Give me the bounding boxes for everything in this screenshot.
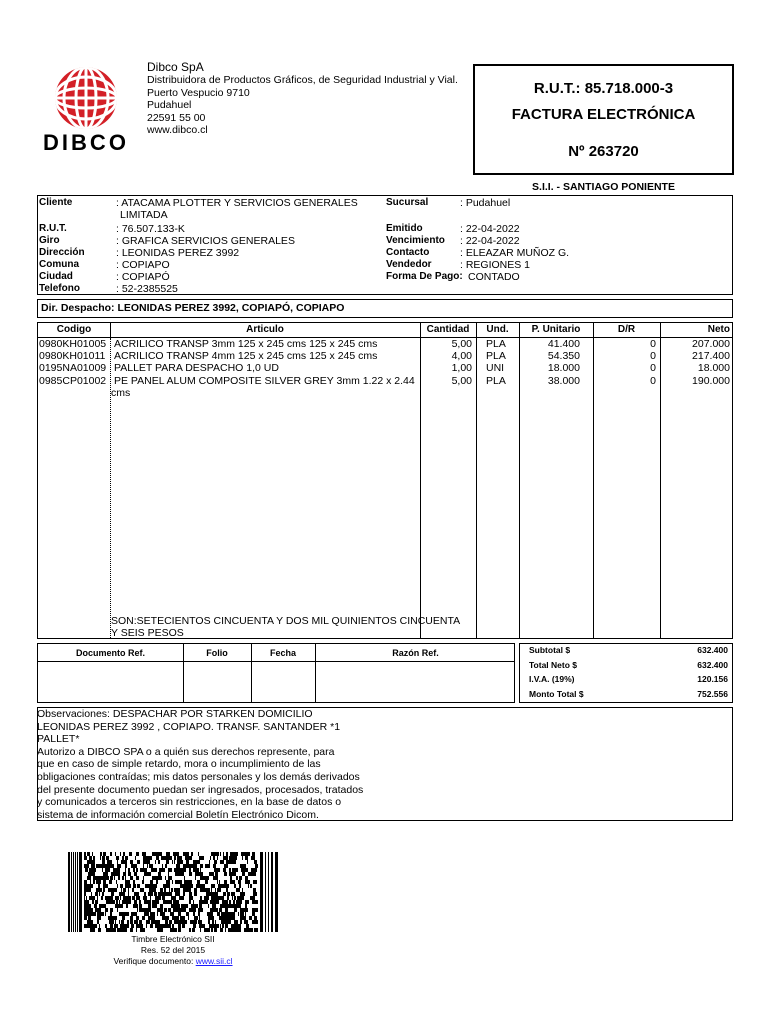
issuer-rut: R.U.T.: 85.718.000-3 [533,80,674,97]
ref-col-razon: Razón Ref. [392,648,439,658]
label-emitido: Emitido [386,223,423,234]
logo-wordmark: DIBCO [43,130,129,152]
despacho-box [37,299,733,318]
obs-line: sistema de información comercial Boletín Electrónico Dicom. [37,808,319,821]
table-row-codigo: 0980KH01011 [39,350,106,362]
timbre-text [68,934,278,967]
col-articulo: Articulo [246,324,284,335]
table-row-und: PLA [486,338,506,350]
client-direccion: : LEONIDAS PEREZ 3992 [116,247,240,259]
timbre-line3 [68,956,278,967]
table-row-punit: 54.350 [547,350,580,362]
obs-line: del presente documento puedan ser ingresados, procesados, tratados [37,783,364,796]
table-row-punit: 18.000 [547,362,580,374]
timbre-barcode [68,852,278,932]
timbre-prefix: Verifique documento: [113,956,196,966]
table-row-codigo: 0195NA01009 [39,362,107,374]
document-type: FACTURA ELECTRÓNICA [511,106,696,123]
document-id-box [473,64,734,175]
label-giro: Giro [39,235,60,246]
total-label: Total Neto $ [529,660,578,670]
meta-forma-pago: CONTADO [468,271,520,283]
label-vendedor: Vendedor [386,259,432,270]
table-row-cantidad: 5,00 [451,338,472,350]
label-ciudad: Ciudad [39,271,73,282]
items-table [37,322,733,639]
table-row-dr: 0 [650,350,656,362]
client-telefono: : 52-2385525 [116,283,178,295]
amount-in-words: SON:SETECIENTOS CINCUENTA Y DOS MIL QUINIENTOS CINCUENTA [111,615,461,627]
company-city: Pudahuel [147,99,192,111]
total-value: 632.400 [697,645,728,655]
table-row-punit: 41.400 [547,338,580,350]
table-row-und: UNI [486,362,505,374]
col-und: Und. [486,324,509,335]
client-box [37,195,733,295]
timbre-line2: Res. 52 del 2015 [140,945,206,955]
table-row-neto: 217.400 [692,350,730,362]
ref-col-doc: Documento Ref. [75,648,145,658]
table-row-articulo: ACRILICO TRANSP 3mm 125 x 245 cms 125 x 245 cms [114,338,378,350]
label-vencimiento: Vencimiento [386,235,445,246]
globe-icon [36,60,136,152]
obs-line: Observaciones: DESPACHAR POR STARKEN DOMICILIO [37,708,313,720]
col-dr: D/R [617,324,636,335]
obs-line: y comunicados a terceros sin restricciones, en la base de datos o [37,796,342,809]
obs-line: Autorizo a DIBCO SPA o a quién sus derechos represente, para [37,745,335,758]
label-rut: R.U.T. [39,223,67,234]
obs-line: obligaciones contraídas; mis datos personales y los demás derivados [37,770,360,783]
obs-line: LEONIDAS PEREZ 3992 , COPIAPO. TRANSF. SANTANDER *1 [37,720,341,733]
table-row-articulo-cont: cms [111,387,131,399]
company-name: Dibco SpA [147,60,204,74]
sii-link[interactable]: www.sii.cl [195,956,233,966]
totals-box [519,643,733,703]
ref-col-fecha: Fecha [269,648,296,658]
total-label: I.V.A. (19%) [529,674,575,684]
col-neto: Neto [707,324,730,335]
company-phone: 22591 55 00 [147,111,206,124]
table-row-codigo: 0980KH01005 [39,338,107,350]
client-comuna: : COPIAPO [116,259,170,271]
label-contacto: Contacto [386,247,430,258]
table-row-dr: 0 [650,375,656,387]
table-row-articulo: ACRILICO TRANSP 4mm 125 x 245 cms 125 x 245 cms [114,350,378,362]
total-label: Monto Total $ [529,689,584,699]
label-comuna: Comuna [39,259,79,270]
document-number: Nº 263720 [568,143,639,160]
client-name-2: LIMITADA [120,209,168,221]
table-row-und: PLA [486,350,506,362]
total-value: 752.556 [697,689,728,699]
col-punit: P. Unitario [531,324,581,335]
label-telefono: Telefono [39,283,80,294]
company-desc: Distribuidora de Productos Gráficos, de Seguridad Industrial y Vial. [147,74,458,86]
reference-table [37,643,515,703]
obs-line: PALLET* [37,733,80,746]
table-row-articulo: PE PANEL ALUM COMPOSITE SILVER GREY 3mm 1.22 x 2.44 [114,375,415,387]
company-info [147,60,467,137]
meta-contacto: : ELEAZAR MUÑOZ G. [460,247,570,259]
obs-line: que en caso de simple retardo, mora o incumplimiento de las [37,758,321,771]
amount-in-words-2: Y SEIS PESOS [111,627,184,639]
sii-office: S.I.I. - SANTIAGO PONIENTE [532,181,675,193]
company-logo [36,60,136,152]
table-row-neto: 190.000 [692,375,730,387]
table-row-dr: 0 [650,338,656,350]
table-row-neto: 18.000 [697,362,730,374]
client-rut: : 76.507.133-K [116,223,185,235]
col-cantidad: Cantidad [426,324,470,335]
ref-col-folio: Folio [206,648,228,658]
label-direccion: Dirección [39,247,85,258]
table-row-punit: 38.000 [547,375,580,387]
table-row-neto: 207.000 [692,338,730,350]
label-sucursal: Sucursal [386,197,429,208]
observaciones-box [37,707,733,821]
client-giro: : GRAFICA SERVICIOS GENERALES [116,235,295,247]
table-row-cantidad: 1,00 [451,362,472,374]
company-address: Puerto Vespucio 9710 [147,86,250,99]
company-web: www.dibco.cl [147,124,208,136]
table-row-cantidad: 5,00 [451,375,472,387]
observaciones-text [37,708,457,821]
meta-vendedor: : REGIONES 1 [460,259,531,271]
meta-emitido: : 22-04-2022 [460,223,520,235]
total-label: Subtotal $ [529,645,571,655]
client-ciudad: : COPIAPÓ [116,271,170,283]
total-value: 632.400 [697,660,728,670]
despacho-address: Dir. Despacho: LEONIDAS PEREZ 3992, COPIAPÓ, COPIAPO [41,302,345,314]
table-row-codigo: 0985CP01002 [39,375,107,387]
table-row-cantidad: 4,00 [451,350,472,362]
label-cliente: Cliente [39,197,73,208]
table-row-dr: 0 [650,362,656,374]
label-forma-pago: Forma De Pago: [386,271,463,282]
client-name: : ATACAMA PLOTTER Y SERVICIOS GENERALES [116,197,358,209]
meta-sucursal: : Pudahuel [460,197,511,209]
table-row-articulo: PALLET PARA DESPACHO 1,0 UD [114,362,279,374]
total-value: 120.156 [697,674,728,684]
table-row-und: PLA [486,375,506,387]
meta-vencimiento: : 22-04-2022 [460,235,520,247]
col-codigo: Codigo [56,324,92,335]
timbre-line1: Timbre Electrónico SII [131,934,215,944]
